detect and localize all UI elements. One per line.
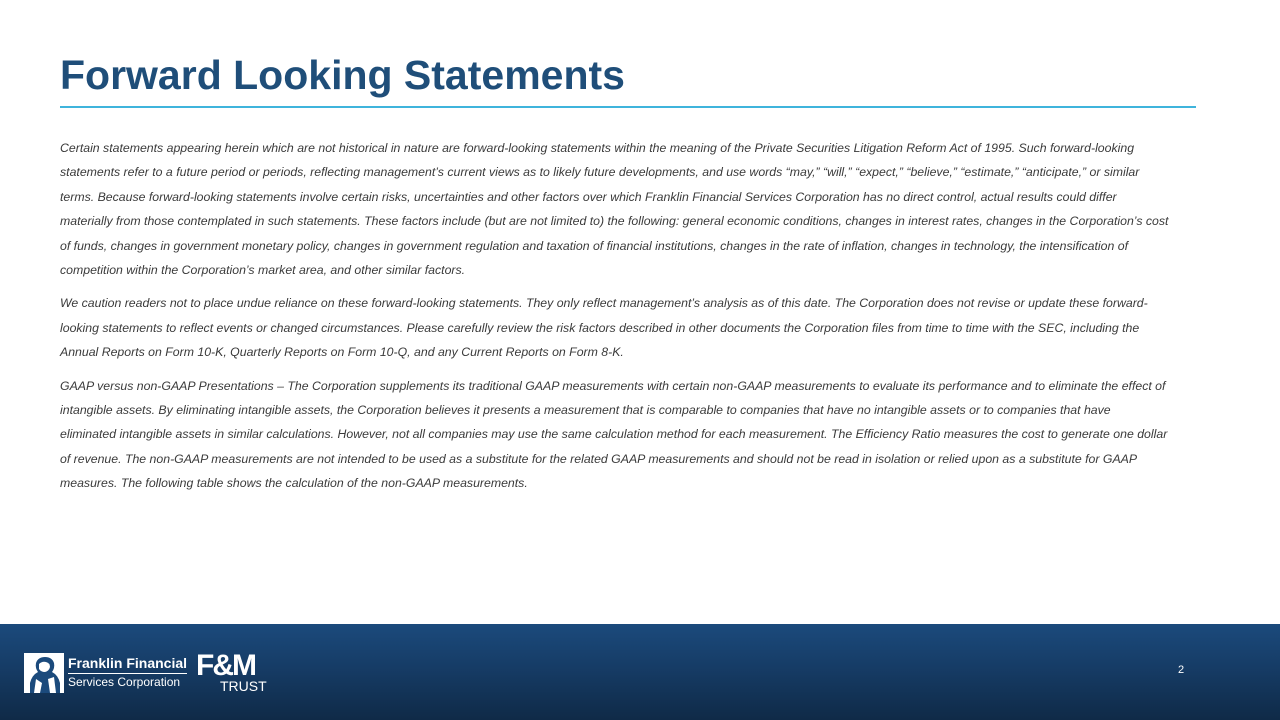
franklin-financial-subname: Services Corporation: [68, 675, 181, 689]
footer-bar: [0, 624, 1280, 720]
title-divider: [60, 106, 1196, 108]
franklin-financial-logo: [24, 651, 187, 695]
franklin-financial-name: Franklin Financial: [68, 655, 187, 674]
fm-trust-word: TRUST: [220, 678, 267, 694]
page-number: 2: [1178, 664, 1185, 676]
paragraph-caution: We caution readers not to place undue reliance on these forward-looking statements. They only reflect management’s analysis as of this date. The Corporation does not revise or update these forward-looking statements to reflect events or changed circumstances. Please carefully review the risk factors described in other documents the Corporation files from time to time with the SEC, including the Annual Reports on Form 10-K, Quarterly Reports on Form 10-Q, and any Current Reports on Form 8-K.: [60, 296, 1148, 360]
fm-trust-logo: [196, 649, 274, 696]
body-text: [60, 136, 1170, 505]
slide-title: Forward Looking Statements: [60, 52, 625, 98]
franklin-portrait-icon: [24, 653, 64, 693]
paragraph-gaap: GAAP versus non-GAAP Presentations – The Corporation supplements its traditional GAAP measurements with certain non-GAAP measurements to evaluate its performance and to eliminate the effect of intangible assets. By eliminating intangible assets, the Corporation believes it presents a measurement that is comparable to companies that have no intangible assets or to companies that have eliminated intangible assets in similar calculations. However, not all companies may use the same calculation method for each measurement. The Efficiency Ratio measures the cost to generate one dollar of revenue. The non-GAAP measurements are not intended to be used as a substitute for the related GAAP measurements and should not be read in isolation or relied upon as a substitute for GAAP measures. The following table shows the calculation of the non-GAAP measurements.: [60, 378, 1168, 491]
fm-letters: F&M: [196, 649, 255, 682]
paragraph-forward-looking: Certain statements appearing herein which are not historical in nature are forward-looking statements within the meaning of the Private Securities Litigation Reform Act of 1995. Such forward-looking statements refer to a future period or periods, reflecting management’s current views as to likely future developments, and use words “may,” “will,” “expect,” “believe,” “estimate,” “anticipate,” or similar terms. Because forward-looking statements involve certain risks, uncertainties and other factors over which Franklin Financial Services Corporation has no direct control, actual results could differ materially from those contemplated in such statements. These factors include (but are not limited to) the following: general economic conditions, changes in interest rates, changes in the Corporation’s cost of funds, changes in government monetary policy, changes in government regulation and taxation of financial institutions, changes in the rate of inflation, changes in technology, the intensification of competition within the Corporation’s market area, and other similar factors.: [60, 141, 1169, 278]
